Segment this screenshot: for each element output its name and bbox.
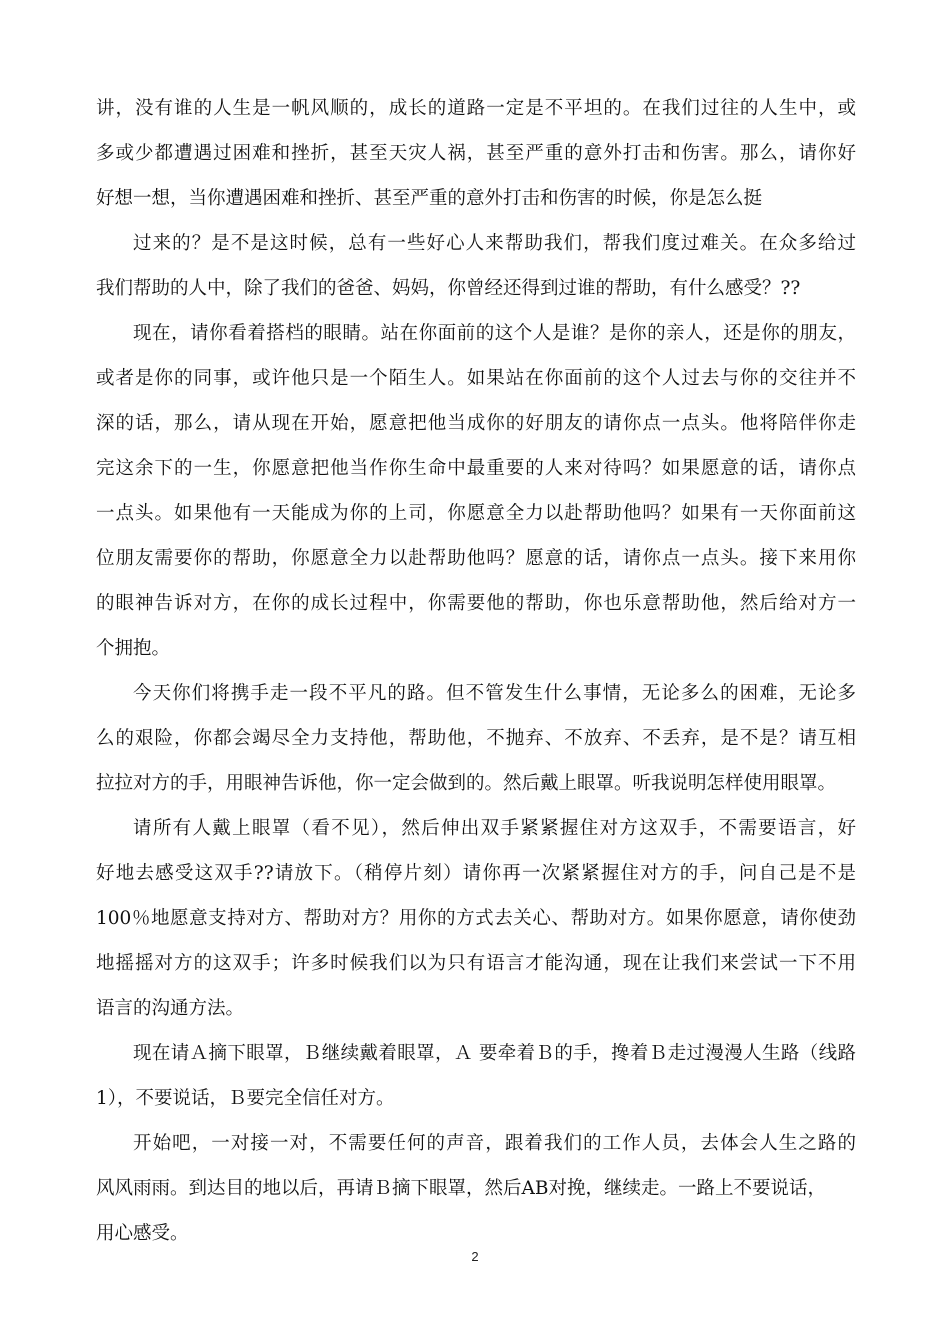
text-line: 今天你们将携手走一段不平凡的路。但不管发生什么事情，无论多么的困难，无论多 bbox=[133, 683, 856, 704]
text-line: 风风雨雨。到达目的地以后，再请Ｂ摘下眼罩，然后AB对挽，继续走。一路上不要说话， bbox=[96, 1178, 826, 1199]
text-line: 100％地愿意支持对方、帮助对方？用你的方式去关心、帮助对方。如果你愿意，请你使劲 bbox=[96, 908, 856, 929]
text-line: 过来的？是不是这时候，总有一些好心人来帮助我们，帮我们度过难关。在众多给过 bbox=[133, 233, 856, 254]
text-line: 好地去感受这双手??请放下。（稍停片刻）请你再一次紧紧握住对方的手，问自己是不是 bbox=[96, 863, 856, 884]
text-line: 深的话，那么，请从现在开始，愿意把他当成你的好朋友的请你点一点头。他将陪伴你走 bbox=[96, 413, 856, 434]
text-line: 讲，没有谁的人生是一帆风顺的，成长的道路一定是不平坦的。在我们过往的人生中，或 bbox=[96, 98, 856, 119]
text-line: 地摇摇对方的这双手；许多时候我们以为只有语言才能沟通，现在让我们来尝试一下不用 bbox=[96, 953, 856, 974]
text-line: 位朋友需要你的帮助，你愿意全力以赴帮助他吗？愿意的话，请你点一点头。接下来用你 bbox=[96, 548, 856, 569]
text-line: 我们帮助的人中，除了我们的爸爸、妈妈，你曾经还得到过谁的帮助，有什么感受？?? bbox=[96, 278, 801, 299]
text-line: 语言的沟通方法。 bbox=[96, 998, 245, 1019]
text-line: 么的艰险，你都会竭尽全力支持他，帮助他，不抛弃、不放弃、不丢弃，是不是？请互相 bbox=[96, 728, 856, 749]
text-line: 现在，请你看着搭档的眼睛。站在你面前的这个人是谁？是你的亲人，还是你的朋友， bbox=[133, 323, 856, 344]
text-line: 1），不要说话，Ｂ要完全信任对方。 bbox=[96, 1088, 395, 1109]
text-line: 完这余下的一生，你愿意把他当作你生命中最重要的人来对待吗？如果愿意的话，请你点 bbox=[96, 458, 856, 479]
text-line: 多或少都遭遇过困难和挫折，甚至天灾人祸，甚至严重的意外打击和伤害。那么，请你好 bbox=[96, 143, 856, 164]
text-line: 用心感受。 bbox=[96, 1223, 189, 1244]
text-line: 请所有人戴上眼罩（看不见），然后伸出双手紧紧握住对方这双手，不需要语言，好 bbox=[133, 818, 856, 839]
text-line: 或者是你的同事，或许他只是一个陌生人。如果站在你面前的这个人过去与你的交往并不 bbox=[96, 368, 856, 389]
text-line: 开始吧，一对接一对，不需要任何的声音，跟着我们的工作人员，去体会人生之路的 bbox=[133, 1133, 856, 1154]
text-line: 一点头。如果他有一天能成为你的上司，你愿意全力以赴帮助他吗？如果有一天你面前这 bbox=[96, 503, 856, 524]
text-line: 个拥抱。 bbox=[96, 638, 171, 659]
text-line: 拉拉对方的手，用眼神告诉他，你一定会做到的。然后戴上眼罩。听我说明怎样使用眼罩。 bbox=[96, 773, 837, 794]
text-line: 现在请Ａ摘下眼罩，Ｂ继续戴着眼罩，Ａ 要牵着Ｂ的手，搀着Ｂ走过漫漫人生路（线路 bbox=[133, 1043, 856, 1064]
text-line: 好想一想，当你遭遇困难和挫折、甚至严重的意外打击和伤害的时候，你是怎么挺 bbox=[96, 188, 763, 209]
text-line: 的眼神告诉对方，在你的成长过程中，你需要他的帮助，你也乐意帮助他，然后给对方一 bbox=[96, 593, 856, 614]
page-number: 2 bbox=[471, 1249, 479, 1264]
